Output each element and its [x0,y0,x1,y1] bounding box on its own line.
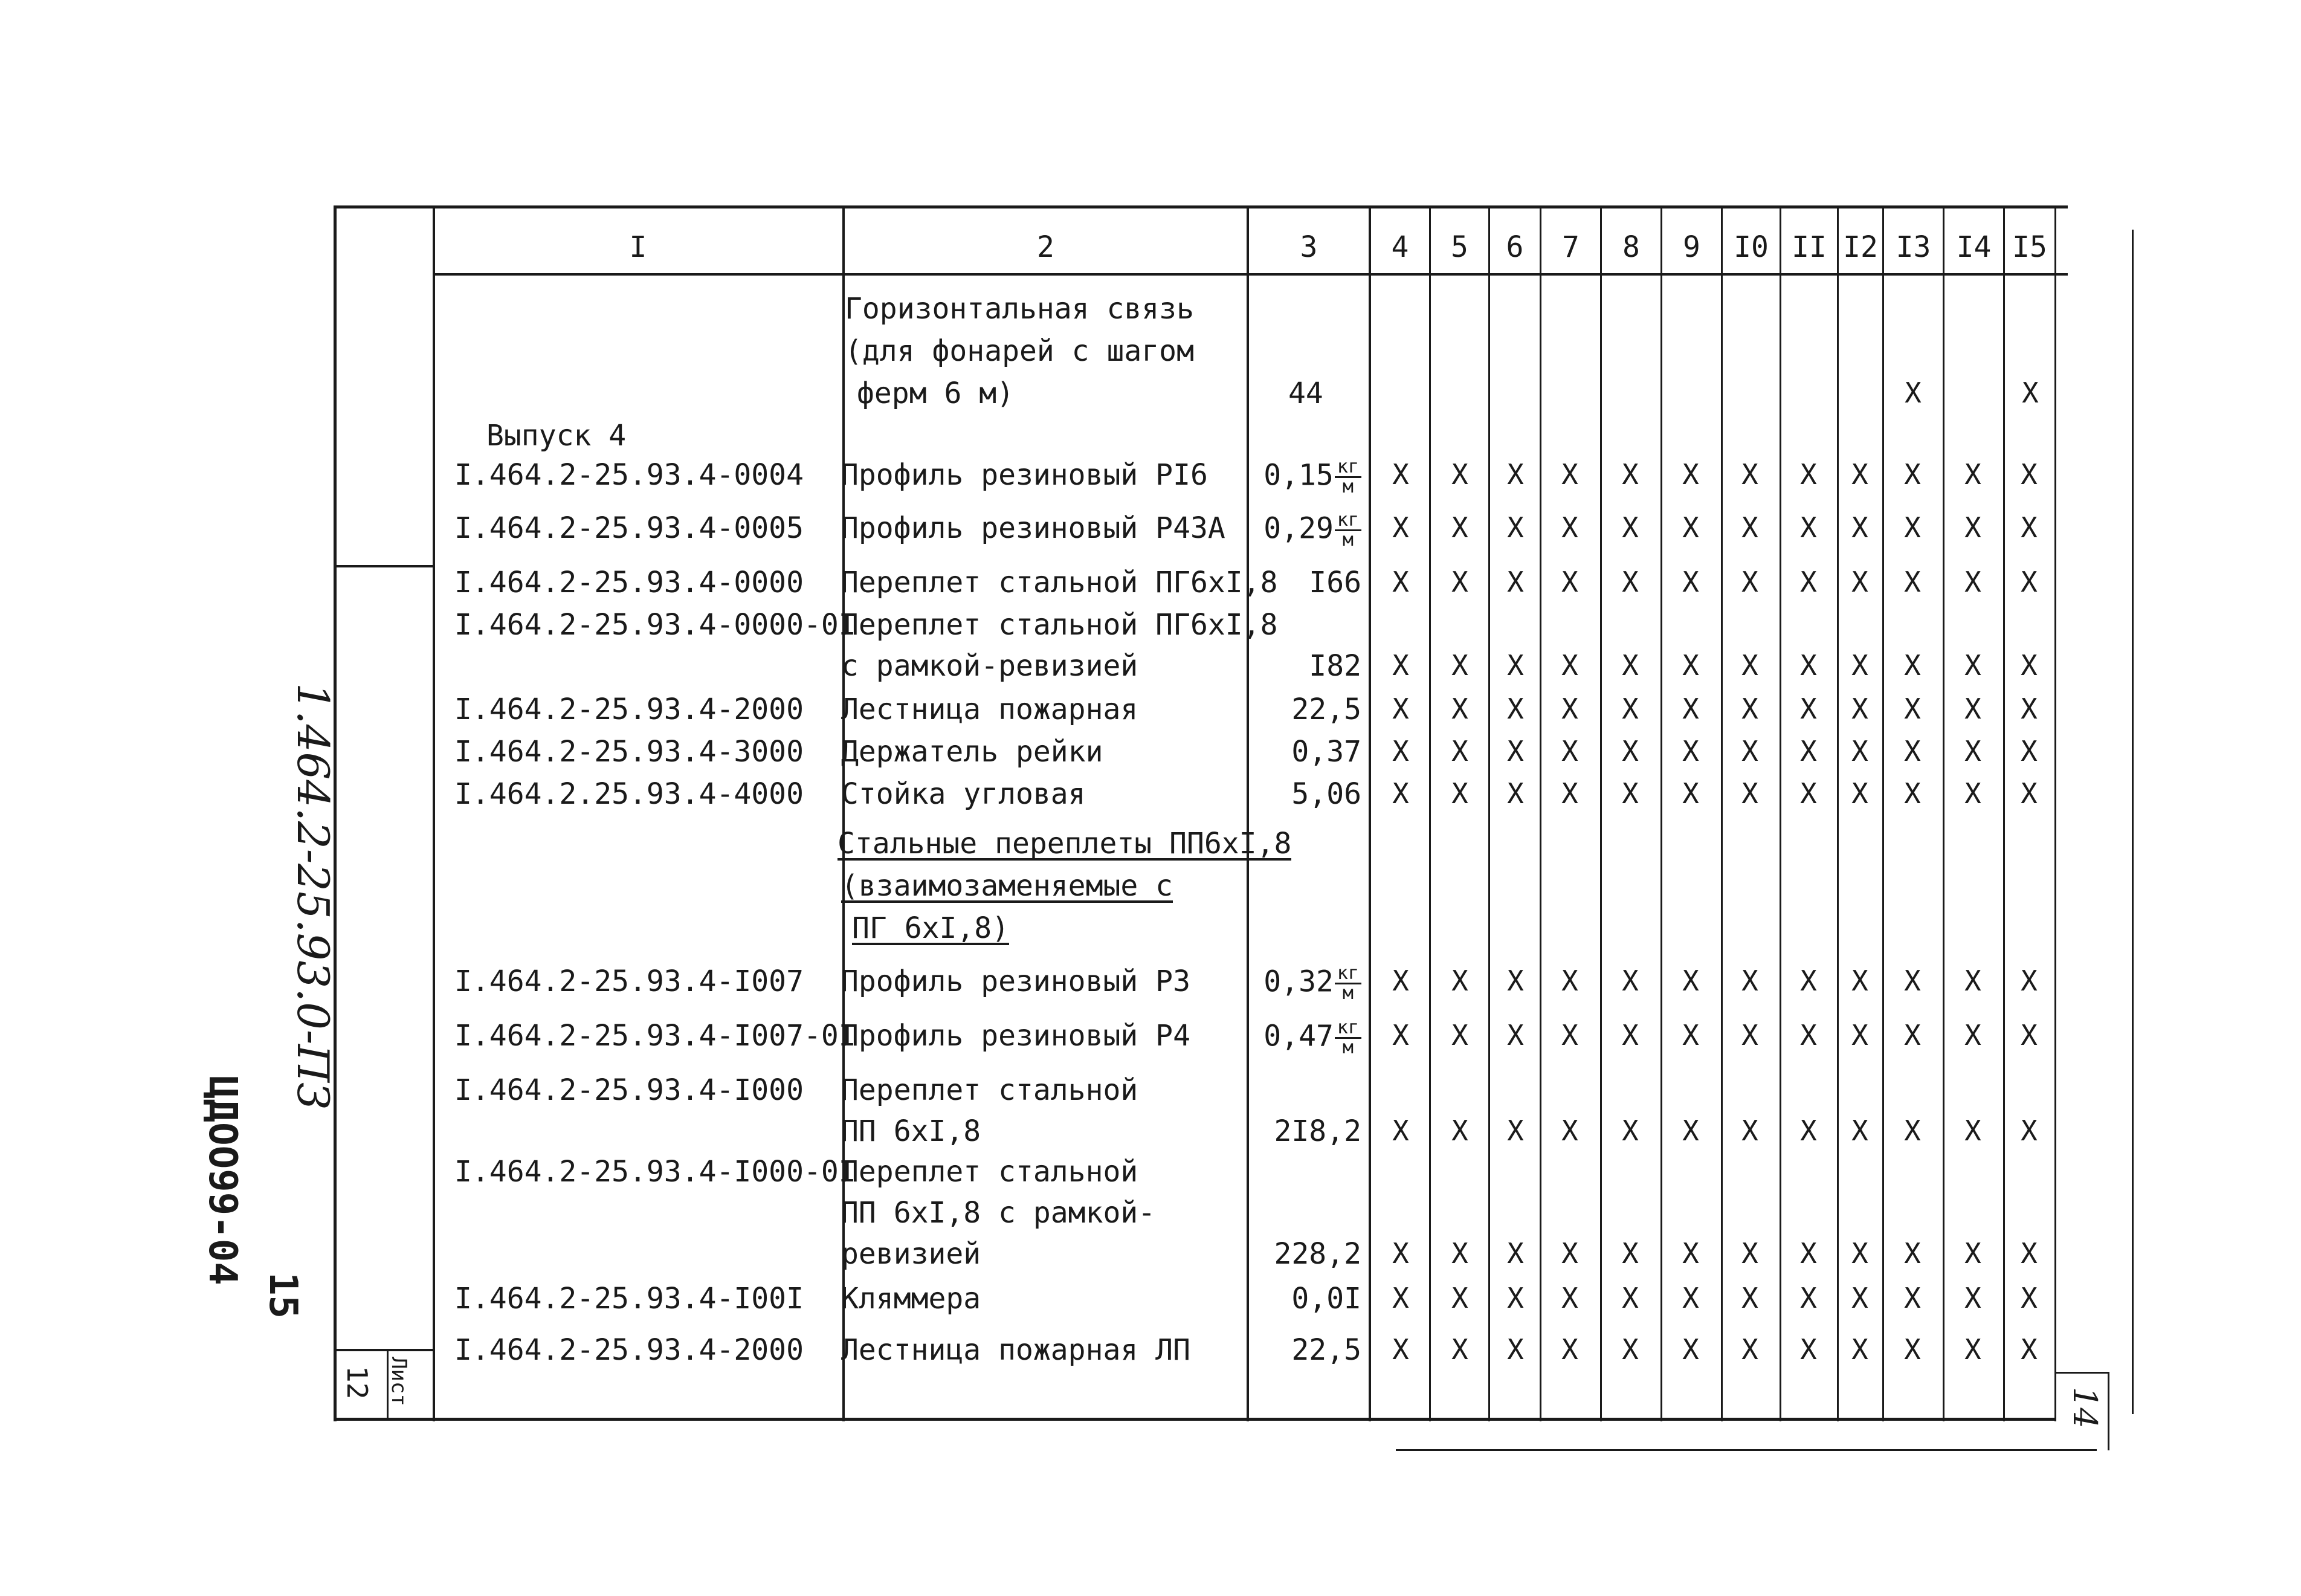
row-mass [1249,458,1361,496]
row-mark: X [1800,458,1817,491]
row-mark: X [1800,1114,1817,1147]
row-name-line: Профиль резиновый Р4 [841,1019,1190,1053]
row-mark: X [1904,1282,1921,1314]
row-mark: X [2021,511,2038,544]
row-code: I.464.2-25.93.4-3000 [454,735,804,769]
row-mark: X [1904,693,1921,725]
row-mark: X [1741,649,1758,682]
row-mark: X [1561,649,1578,682]
row-mark: X [1682,1019,1699,1052]
col-header-12: I2 [1843,230,1878,264]
col-header-15: I5 [2012,230,2047,264]
row-mark: X [1741,1237,1758,1270]
row-mark: X [1622,693,1639,725]
row-mass [1249,1019,1361,1057]
row-mark: X [1507,1333,1524,1366]
row-code: I.464.2-25.93.4-I000 [454,1073,804,1107]
row-mark: X [1622,735,1639,767]
row-mass-value: 0,15 [1263,458,1334,493]
row-mark: X [1392,1114,1409,1147]
group-heading-line-2: (для фонарей с шагом [845,334,1194,368]
row-mark: X [2021,777,2038,810]
row-mark: X [1851,1237,1868,1270]
unit-numerator: кг [1335,1019,1361,1039]
row-mass [1249,511,1361,549]
row-mark: X [1682,964,1699,997]
row-name-line: Переплет стальной ПГ6хI,8 [841,566,1278,599]
row-mark: X [1392,511,1409,544]
row-mark: X [1800,964,1817,997]
unit-denominator: м [1342,1037,1354,1058]
row-mark: X [1682,649,1699,682]
row-mark: X [1904,566,1921,598]
row-code: I.464.2-25.93.4-I000-0I [454,1155,856,1189]
inventory-number: ЦДОО99-04 [200,1076,245,1285]
sheet-label: Лист [387,1357,411,1406]
row-mark: X [1392,964,1409,997]
row-mark: X [2021,649,2038,682]
unit-numerator: кг [1335,458,1361,478]
unit-denominator: м [1342,476,1354,497]
row-mark: X [2021,693,2038,725]
row-mass-value: 228,2 [1274,1237,1361,1271]
row-mark: X [1851,1333,1868,1366]
row-mark: X [1741,566,1758,598]
row-mark: X [1964,1019,1981,1052]
row-mark: X [1392,1237,1409,1270]
row-mark: X [1561,1019,1578,1052]
row-mark: X [1800,649,1817,682]
row-code: I.464.2-25.93.4-0000-0I [454,608,856,642]
row-mark: X [1964,649,1981,682]
unit-numerator: кг [1335,964,1361,984]
row-mark: X [1622,1019,1639,1052]
row-mark: X [1451,1019,1468,1052]
row-mark: X [1451,693,1468,725]
row-mark: X [1851,566,1868,598]
row-name-line: ревизией [841,1237,981,1271]
col-header-10: I0 [1734,230,1769,264]
row-mass-value: 0,37 [1291,735,1361,769]
row-mark: X [1392,649,1409,682]
row-mass-value: 0,47 [1263,1019,1334,1053]
row-mark: X [1964,1282,1981,1314]
row-mark: X [1392,777,1409,810]
row-mass [1249,695,1361,724]
row-mark: X [1561,511,1578,544]
row-mark: X [2021,1333,2038,1366]
row-mark: X [1800,735,1817,767]
group-heading-mark-15: X [2022,376,2039,409]
row-name-line: Профиль резиновый Р43А [841,511,1225,545]
row-mark: X [1507,649,1524,682]
row-mark: X [1451,566,1468,598]
row-code: I.464.2-25.93.4-0004 [454,458,804,492]
row-mark: X [2021,1237,2038,1270]
row-name-line: Переплет стальной [841,1073,1138,1107]
row-mark: X [1851,1282,1868,1314]
row-mass [1249,1237,1361,1271]
row-mass [1249,568,1361,597]
row-mark: X [1741,1333,1758,1366]
row-name-line: ПП 6хI,8 [841,1114,981,1148]
row-mass [1249,649,1361,683]
row-mark: X [1451,735,1468,767]
group-heading-mark-13: X [1905,376,1922,409]
row-mark: X [1904,511,1921,544]
row-mark: X [1682,1333,1699,1366]
col-header-9: 9 [1683,230,1700,264]
row-mass [1249,777,1361,811]
row-mark: X [1561,566,1578,598]
unit-fraction [1335,511,1361,549]
row-mark: X [1507,511,1524,544]
row-name-line: Переплет стальной ПГ6хI,8 [841,608,1278,642]
row-mark: X [1904,1019,1921,1052]
col-header-5: 5 [1451,230,1468,264]
row-mass-value: 0,0I [1291,1282,1361,1316]
unit-fraction [1335,964,1361,1003]
row-mark: X [1622,649,1639,682]
row-mark: X [1392,693,1409,725]
row-mark: X [1561,735,1578,767]
row-mark: X [1622,1282,1639,1314]
row-code: I.464.2-25.93.4-0005 [454,511,804,545]
row-mark: X [1451,649,1468,682]
row-mark: X [1904,458,1921,491]
col-header-6: 6 [1506,230,1524,264]
row-mark: X [1741,1019,1758,1052]
corner-number: 14 [2066,1387,2104,1429]
row-code: I.464.2.25.93.4-4000 [454,777,804,811]
row-mark: X [2021,1114,2038,1147]
row-mark: X [1964,777,1981,810]
document-code: 1.464.2-25.93.0-ПЗ [288,683,338,1110]
row-name-line: Держатель рейки [841,735,1103,769]
row-mark: X [1622,777,1639,810]
row-mass-value: 5,06 [1291,777,1361,811]
row-mark: X [2021,964,2038,997]
row-mark: X [1451,777,1468,810]
sub-heading-line-2: (взаимозаменяемые с [841,869,1173,903]
col-header-7: 7 [1562,230,1580,264]
row-mark: X [1451,1282,1468,1314]
row-name-line: Переплет стальной [841,1155,1138,1189]
unit-denominator: м [1342,529,1354,551]
row-mark: X [1904,1237,1921,1270]
row-mark: X [1561,458,1578,491]
row-mark: X [1741,777,1758,810]
row-mark: X [1964,511,1981,544]
row-code: I.464.2-25.93.4-0000 [454,566,804,599]
row-mark: X [1561,964,1578,997]
row-name-line: с рамкой-ревизией [841,649,1138,683]
row-mark: X [1904,1114,1921,1147]
row-mass [1249,1333,1361,1367]
row-mark: X [1507,693,1524,725]
unit-fraction [1335,458,1361,496]
row-mark: X [1451,511,1468,544]
row-mark: X [1964,964,1981,997]
row-mark: X [1622,1333,1639,1366]
row-mark: X [1561,693,1578,725]
row-mark: X [1964,735,1981,767]
row-mark: X [1561,1114,1578,1147]
col-header-13: I3 [1896,230,1931,264]
row-mark: X [1741,511,1758,544]
group-heading-line-3: ферм 6 м) [857,376,1015,410]
row-mass-value: 2I8,2 [1274,1114,1361,1148]
row-mark: X [1392,735,1409,767]
row-mark: X [1622,458,1639,491]
row-mark: X [1682,511,1699,544]
row-mark: X [1904,649,1921,682]
row-mark: X [1622,511,1639,544]
row-mass-value: I66 [1309,566,1361,599]
row-mark: X [1800,693,1817,725]
row-mass-value: 22,5 [1291,693,1361,726]
row-mark: X [1622,1237,1639,1270]
col-header-3: 3 [1300,230,1318,264]
row-mark: X [1800,1019,1817,1052]
row-mark: X [2021,566,2038,598]
unit-denominator: м [1342,983,1354,1004]
row-mark: X [1682,1282,1699,1314]
row-mark: X [1507,1019,1524,1052]
row-mark: X [1682,458,1699,491]
row-mark: X [1507,458,1524,491]
col-header-11: II [1792,230,1827,264]
col-header-2: 2 [1037,230,1054,264]
row-mark: X [1851,735,1868,767]
row-mass-value: I82 [1309,649,1361,683]
row-mark: X [1451,1114,1468,1147]
row-mark: X [1851,649,1868,682]
row-mark: X [2021,735,2038,767]
row-mark: X [1800,1237,1817,1270]
row-mark: X [1392,1282,1409,1314]
row-mark: X [1904,1333,1921,1366]
col-header-4: 4 [1391,230,1409,264]
row-mark: X [1904,735,1921,767]
row-mark: X [1507,1282,1524,1314]
row-mark: X [1682,1237,1699,1270]
row-mass [1249,1114,1361,1148]
row-mark: X [1800,511,1817,544]
row-code: I.464.2-25.93.4-I00I [454,1282,804,1316]
row-mark: X [1561,1282,1578,1314]
row-name-line: ПП 6хI,8 с рамкой- [841,1196,1156,1230]
row-mark: X [2021,458,2038,491]
issue-label: Выпуск 4 [486,419,627,453]
col-header-1: I [629,230,647,264]
row-mass [1249,964,1361,1003]
row-mark: X [2021,1019,2038,1052]
row-mark: X [1904,964,1921,997]
row-mark: X [2021,1282,2038,1314]
row-mark: X [1800,1333,1817,1366]
row-mark: X [1507,777,1524,810]
row-mark: X [1682,693,1699,725]
row-code: I.464.2-25.93.4-2000 [454,693,804,726]
row-mark: X [1622,566,1639,598]
row-mass-value: 0,32 [1263,964,1334,999]
row-name-line: Стойка угловая [841,777,1086,811]
row-mark: X [1741,964,1758,997]
row-mark: X [1451,1333,1468,1366]
row-code: I.464.2-25.93.4-I007-0I [454,1019,856,1053]
row-name-line: Лестница пожарная ЛП [841,1333,1190,1367]
row-mark: X [1392,1333,1409,1366]
col-header-14: I4 [1956,230,1992,264]
row-mark: X [1622,964,1639,997]
row-mark: X [1682,777,1699,810]
row-mark: X [1741,1282,1758,1314]
row-mark: X [1507,735,1524,767]
row-mark: X [1964,1333,1981,1366]
row-mark: X [1851,511,1868,544]
unit-numerator: кг [1335,511,1361,531]
row-mass [1249,735,1361,769]
row-mark: X [1741,693,1758,725]
row-mark: X [1622,1114,1639,1147]
row-mark: X [1507,1237,1524,1270]
row-mark: X [1682,735,1699,767]
group-heading-line-1: Горизонтальная связь [845,292,1194,326]
row-mass-value: 0,29 [1263,511,1334,546]
row-mark: X [1800,777,1817,810]
row-mark: X [1682,1114,1699,1147]
row-mark: X [1507,964,1524,997]
row-mark: X [1851,777,1868,810]
row-mark: X [1964,566,1981,598]
sheet-number: 12 [341,1366,373,1400]
row-name-line: Профиль резиновый PI6 [841,458,1208,492]
row-mark: X [1392,1019,1409,1052]
row-mark: X [1451,1237,1468,1270]
row-code: I.464.2-25.93.4-I007 [454,964,804,998]
sub-heading-line-3: ПГ 6хI,8) [852,911,1010,945]
row-mark: X [1561,777,1578,810]
row-mark: X [1964,1114,1981,1147]
row-name-line: Лестница пожарная [841,693,1138,726]
row-mark: X [1851,458,1868,491]
row-mark: X [1964,458,1981,491]
row-mark: X [1741,735,1758,767]
row-mark: X [1964,1237,1981,1270]
row-mark: X [1451,458,1468,491]
row-mark: X [1561,1237,1578,1270]
row-mark: X [1507,566,1524,598]
row-mark: X [1851,1114,1868,1147]
row-name-line: Профиль резиновый Р3 [841,964,1190,998]
row-mass [1249,1282,1361,1316]
row-mark: X [1851,693,1868,725]
row-mark: X [1964,693,1981,725]
row-mark: X [1561,1333,1578,1366]
row-mark: X [1392,458,1409,491]
row-mark: X [1851,1019,1868,1052]
row-mark: X [1904,777,1921,810]
unit-fraction [1335,1019,1361,1057]
row-mark: X [1800,566,1817,598]
col-header-8: 8 [1622,230,1640,264]
row-name-line: Кляммера [841,1282,981,1316]
row-mark: X [1851,964,1868,997]
group-heading-mass: 44 [1288,376,1323,410]
row-mass-value: 22,5 [1291,1333,1361,1367]
sub-heading-line-1: Стальные переплеты ПП6хI,8 [837,827,1292,861]
row-mark: X [1392,566,1409,598]
row-mark: X [1682,566,1699,598]
page-number: 15 [260,1272,305,1319]
row-mark: X [1741,1114,1758,1147]
row-mark: X [1741,458,1758,491]
row-code: I.464.2-25.93.4-2000 [454,1333,804,1367]
row-mark: X [1507,1114,1524,1147]
row-mark: X [1451,964,1468,997]
row-mark: X [1800,1282,1817,1314]
